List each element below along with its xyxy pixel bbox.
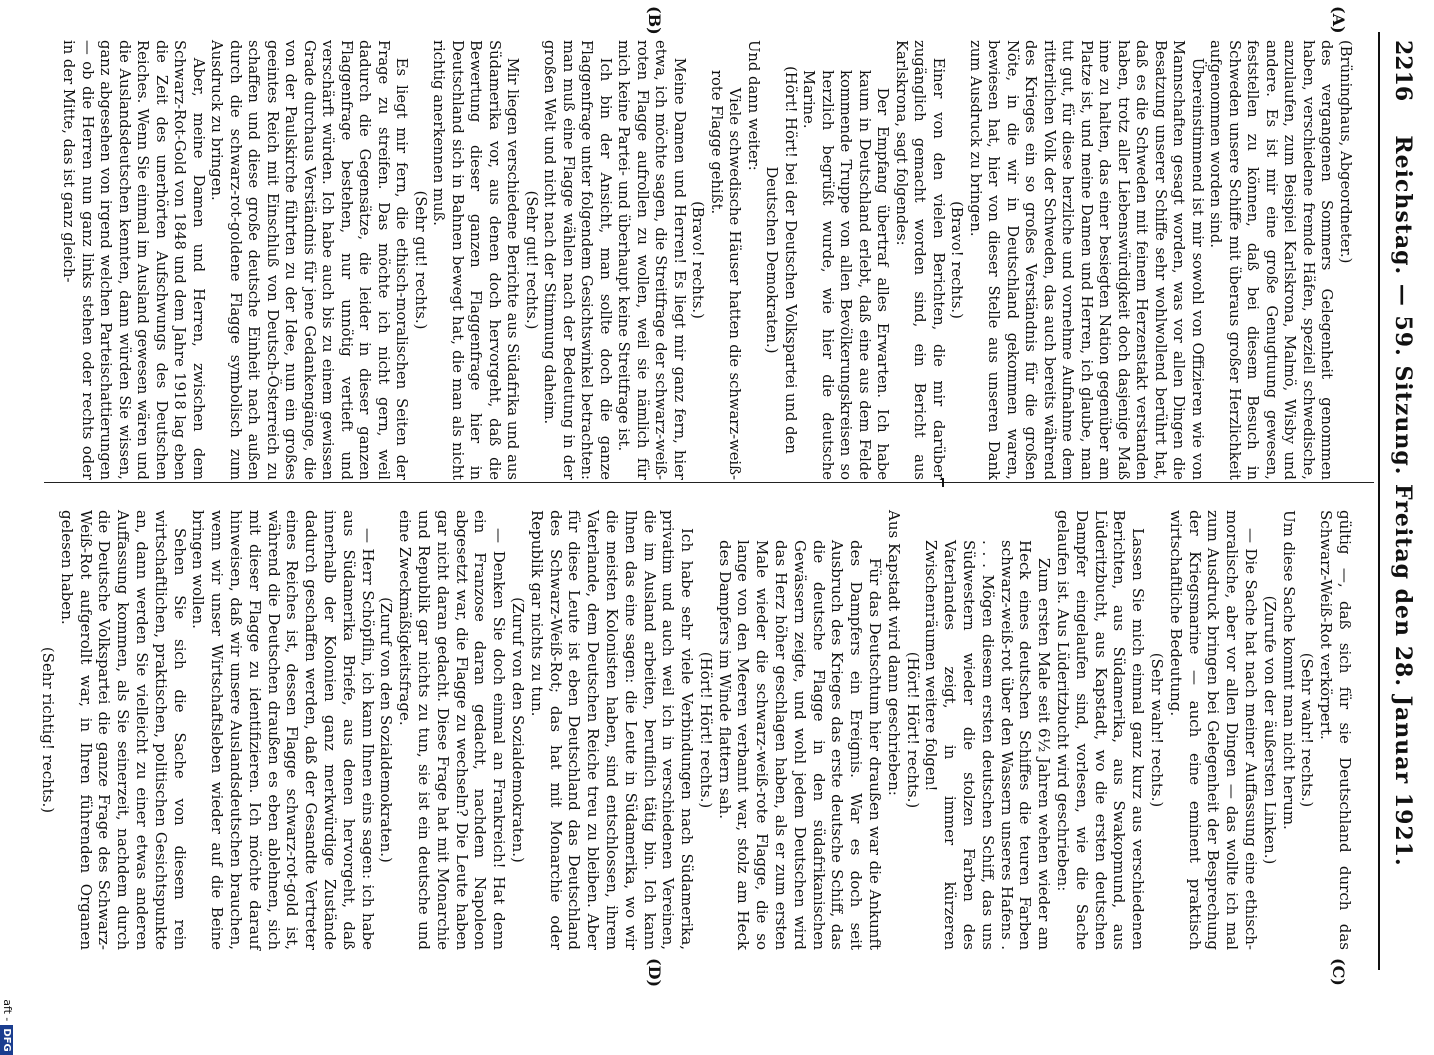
interjection: (Sehr richtig! rechts.)	[39, 646, 58, 814]
paragraph: Aber, meine Damen und Herren, zwischen dem Schwarz-Rot-Gold von 1848 und dem Jahre 1918 lag eben die Zeit des unerhörten Aufschwungs des Deutschen Reiches. Wenn Sie einmal im Ausland gewesen wären und die Auslandsdeutschen kennten, dann würden Sie wissen, ganz abgesehen von irgend welchen Parteischattierungen — ob die Herren nun ganz links stehen oder rechts oder in der Mitte, das ist ganz gleich-	[60, 40, 207, 480]
paragraph: Und dann weiter:	[745, 40, 762, 171]
margin-marker-d: (D)	[645, 958, 664, 988]
page-title: Reichstag. — 59. Sitzung. Freitag den 28. Januar 1921.	[1390, 135, 1416, 867]
paragraph: — Herr Schöpflin, ich kann Ihnen eins sagen: ich habe aus Südamerika Briefe, aus denen hervorgeht, daß innerhalb der Kolonien ganz merkwürdige Zustände dadurch geschaffen werden, daß der Gesandte Vertreter eines Reiches ist, dessen Flagge schwarz-rot-gold ist, während die Deutschen draußen es eben ablehnen, sich mit dieser Flagge zu identifizieren. Ich möchte darauf hinweisen, daß wir unsere Auslandsdeutschen brauchen, wenn wir unser Wirtschaftsleben wieder auf die Beine bringen wollen.	[189, 510, 377, 950]
margin-marker-b: (B)	[645, 6, 664, 35]
quotation	[799, 70, 892, 480]
quoted-text: Viele schwedische Häuser hatten die schwarz-weiß-rote Flagge gehißt.	[708, 70, 744, 480]
paragraph: gültig —, daß sich für sie Deutschland durch das Schwarz-Weiß-Rot verkörpert.	[1317, 510, 1354, 950]
column-divider	[44, 482, 1374, 483]
right-column	[38, 510, 1354, 950]
paragraph: — Denken Sie doch einmal an Frankreich! Hat denn ein Franzose daran gedacht, nachdem Napoleon abgesetzt war, die Flagge zu wechseln? Die Leute haben gar nicht daran gedacht. Diese Frage hat mit Monarchie und Republik gar nichts zu tun, sie ist ein deutsche und eine Zweckmäßigkeitsfrage.	[396, 510, 509, 950]
page-number: 2216	[1390, 40, 1416, 102]
interjection: (Zurufe von der äußersten Linken.)	[1260, 595, 1279, 865]
paragraph: Übereinstimmend ist mir sowohl von Offizieren wie von Mannschaften gesagt worden, was vor allen Dingen die Besatzung unserer Schiffe sehr wohlwollend berührt hat, daß es die Schweden mit feinem Herzenstakt verstanden haben, trotz aller Liebenswürdigkeit doch dasjenige Maß inne zu halten, das einer besiegten Nation gegenüber am Platze ist, und meine Damen und Herren, ich glaube, man tut gut, für diese herzliche und vornehme Aufnahme dem ritterlichen Volk der Schweden, das auch bereits während des Krieges ein so großes Verständnis für die großen Nöte, in die wir in Deutschland gekommen waren, bewiesen hat, hier von dieser Stelle aus unseren Dank zum Ausdruck zu bringen.	[967, 40, 1206, 480]
quoted-text: Zum ersten Male seit 6½ Jahren wehen wieder am Heck eines deutschen Schiffes die teuren Farben schwarz-weiß-rot über den Wassern unseres Hafens . . . . Mögen diesem ersten deutschen Schiff, das uns Südwestern wieder die stolzen Farben des Vaterlandes zeigt, in immer kürzeren Zwischenräumen weitere folgen!	[922, 540, 1054, 950]
paragraph: Einer von den vielen Berichten, die mir darüber zugänglich gemacht worden sind, ein Bericht aus Karlskrona, sagt folgendes:	[893, 40, 947, 480]
interjection: (Zuruf von den Sozialdemokraten.)	[377, 597, 396, 863]
margin-marker-a: (A)	[1329, 6, 1348, 34]
quotation	[715, 540, 884, 950]
quoted-text: Für das Deutschtum hier draußen war die Ankunft des Dampfers ein Ereignis. War es doch seit Ausbruch des Krieges das erste deutsche Schiff, das die deutsche Flagge in den südafrikanischen Gewässern zeigte, und wohl jedem Deutschen wird das Herz höher geschlagen haben, als er zum ersten Male wieder die schwarz-weiß-rote Flagge, die so lange von den Meeren verbannt war, stolz am Heck des Dampfers im Winde flattern sah.	[715, 540, 885, 950]
paragraph: Ich bin der Ansicht, man sollte doch die ganze Flaggenfrage unter folgendem Gesichtswinkel betrachten: man muß eine Flagge wählen nach der Bedeutung in der großen Welt und nicht nach der Stimmung daheim.	[541, 40, 614, 480]
quotation	[922, 540, 1054, 950]
interjection: (Bravo! rechts.)	[948, 201, 966, 319]
paragraph: Mir liegen verschiedene Berichte aus Südafrika und aus Südamerika vor, aus denen doch hervorgeht, daß die Bewertung dieser ganzen Flaggenfrage hier in Deutschland sich in Bahnen bewegt hat, die man als nicht richtig anerkennen muß.	[430, 40, 522, 480]
interjection: (Sehr wahr! rechts.)	[1148, 652, 1167, 808]
margin-marker-c: (C)	[1329, 958, 1348, 986]
paragraph: Meine Damen und Herren! Es liegt mir ganz fern, hier etwa, ich möchte sagen, die Streitfrage der schwarz-weiß-roten Flagge aufrollen zu wollen, weil sie nämlich für mich keine Partei- und überhaupt keine Streitfrage ist.	[615, 40, 688, 480]
page-header	[1378, 32, 1420, 970]
interjection: (Bravo! rechts.)	[689, 201, 707, 319]
interjection: (Hört! Hört! bei der Deutschen Volkspartei und den Deutschen Demokraten.)	[763, 66, 799, 454]
paragraph: — Die Sache hat nach meiner Auffassung eine ethisch-moralische, aber vor allen Dingen — das wollte ich mal zum Ausdruck bringen bei Gelegenheit der Besprechung der Kriegsmarine — auch eine eminent praktisch wirtschaftliche Bedeutung.	[1166, 510, 1261, 950]
interjection: (Sehr wahr! rechts.)	[1298, 652, 1317, 808]
paragraph: des vergangenen Sommers Gelegenheit genommen haben, verschiedene fremde Häfen, speziell schwedische, anzulaufen, zum Beispiel Karlskrona, Malmö, Wisby und andere. Es ist mir eine große Genugtuung gewesen, feststellen zu können, daß bei diesem Besuch in Schweden unsere Schiffe mit überaus großer Herzlichkeit aufgenommen worden sind.	[1207, 40, 1336, 480]
paragraph: Aus Kapstadt wird dann geschrieben:	[884, 510, 903, 796]
paragraph: Ich habe sehr viele Verbindungen nach Südamerika, privatim und auch weil ich in verschiedenen Vereinen, die im Ausland arbeiten, beruflich tätig bin. Ich kann Ihnen das eine sagen: die Leute in Südamerika, wo wir die meisten Kolonisten haben, sind entschlossen, ihrem Vaterlande, dem Deutschen Reiche treu zu bleiben. Aber für diese Leute ist eben Deutschland das Deutschland des Schwarz-Weiß-Rot; das hat mit Monarchie oder Republik gar nichts zu tun.	[527, 510, 697, 950]
paragraph: Sehen Sie sich die Sache von diesem rein wirtschaftlichen, praktischen, politischen Gesichtspunkte an, dann werden Sie vielleicht zu einer etwas anderen Auffassung kommen, als Sie seinerzeit, nachdem durch die Deutsche Volkspartei die ganze Frage des Schwarz-Weiß-Rot aufgerollt war, in Ihren führenden Organen gelesen haben.	[57, 510, 189, 950]
paragraph: Es liegt mir fern, die ethisch-moralischen Seiten der Frage zu streifen. Das möchte ich nicht gern, weil dadurch die Gegensätze, die leider in dieser ganzen Flaggenfrage bestehen, nur unnötig vertieft und verschärft würden. Ich habe auch bis zu einem gewissen Grade durchaus Verständnis für jene Gedankengänge, die von der Paulskirche führten zu der Idee, nun ein großes geeintes Reich mit Einschluß von Deutsch-Österreich zu schaffen und diese große deutsche Einheit nach außen durch die schwarz-rot-goldene Flagge symbolisch zum Ausdruck zu bringen.	[208, 40, 411, 480]
interjection: (Sehr gut! rechts.)	[412, 190, 429, 330]
quoted-text: Der Empfang übertraf alles Erwarten. Ich habe kaum in Deutschland erlebt, daß eine aus dem Felde kommende Truppe von allen Bevölkerungskreisen so herzlich begrüßt wurde, wie hier die deutsche Marine.	[800, 70, 892, 480]
left-column	[59, 40, 1354, 480]
interjection: (Zuruf von den Sozialdemokraten.)	[508, 597, 527, 863]
interjection: (Hört! Hört! rechts.)	[696, 651, 715, 809]
interjection: (Hört! Hört! rechts.)	[903, 651, 922, 809]
paragraph: Um diese Sache kommt man nicht herum.	[1279, 510, 1298, 830]
paragraph: (Brüninghaus, Abgeordneter.)	[1337, 40, 1354, 264]
interjection: (Sehr gut! rechts.)	[523, 190, 540, 330]
quotation	[707, 70, 744, 480]
dfg-logo: DFG	[0, 1025, 13, 1054]
paragraph: Lassen Sie mich einmal ganz kurz aus verschiedenen Berichten, aus Südamerika, aus Swakopmund, aus Lüderitzbucht, aus Kapstadt, wo die ersten deutschen Dampfer eingelaufen sind, vorlesen, wie die Sache gelaufen ist. Aus Lüderitzbucht wird geschrieben:	[1054, 510, 1148, 950]
